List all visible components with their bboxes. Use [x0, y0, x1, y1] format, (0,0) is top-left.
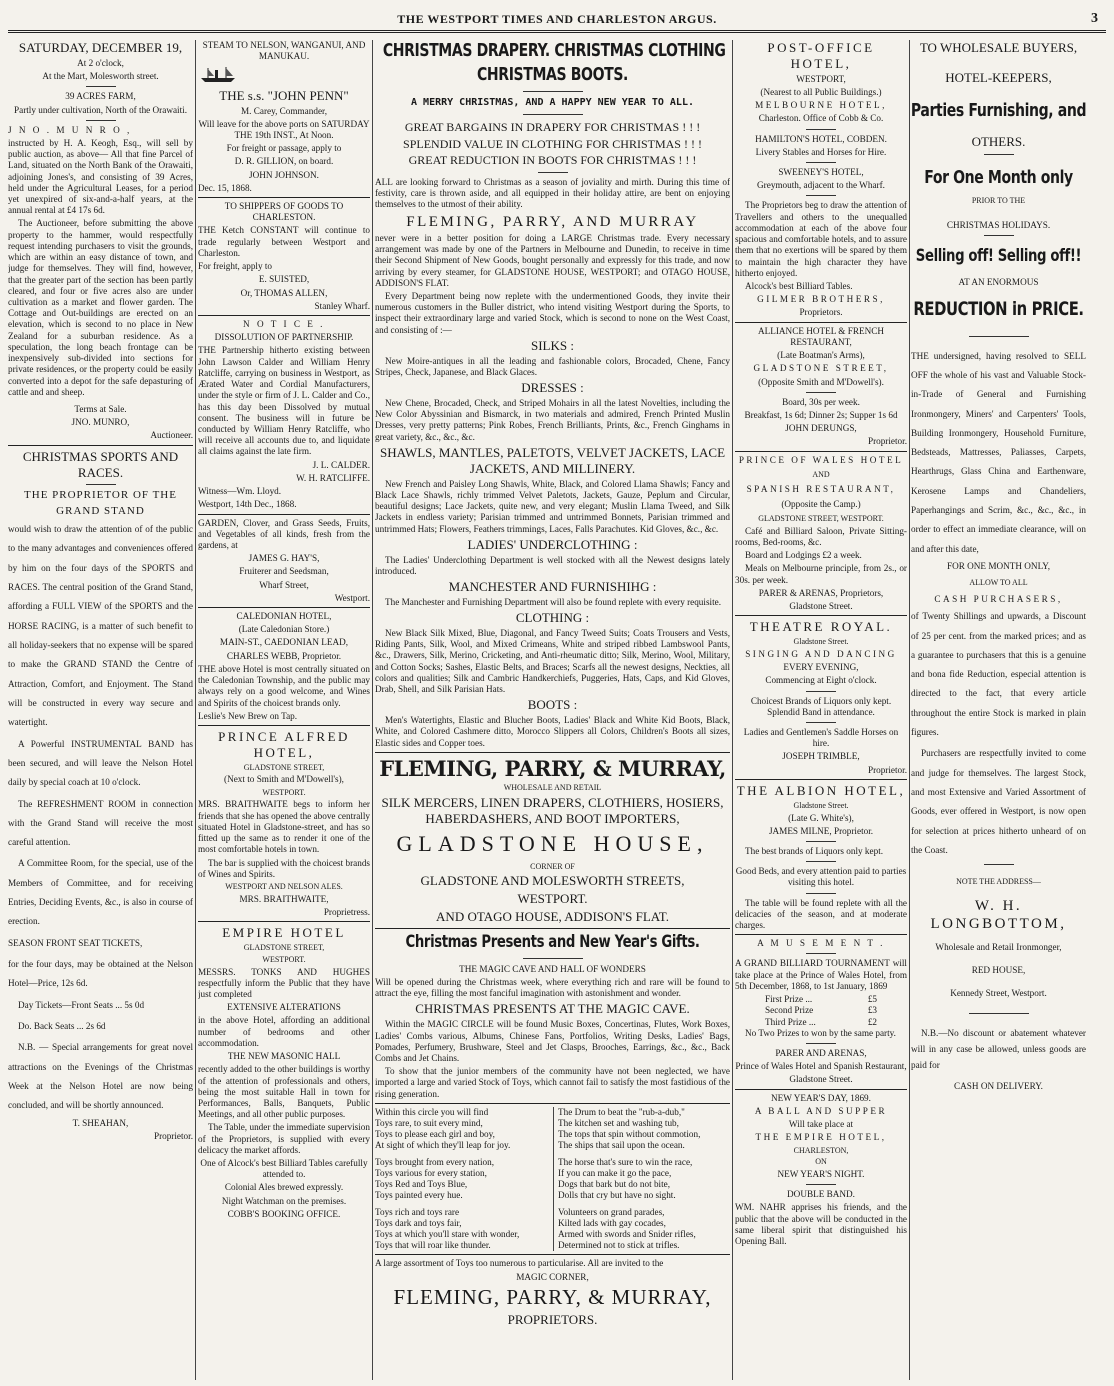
silks-title: SILKS :: [531, 337, 574, 353]
poem-line: The kitchen set and washing tub,: [558, 1118, 679, 1129]
caledonian-hotel-ad: [198, 611, 370, 722]
magic-cave: THE MAGIC CAVE AND HALL OF WONDERS: [459, 963, 646, 974]
streets: GLADSTONE AND MOLESWORTH STREETS,: [420, 873, 685, 889]
kennedy-street: Kennedy Street, Westport.: [950, 988, 1047, 999]
prize-row: [735, 1005, 907, 1016]
prize-value: £5: [867, 994, 877, 1005]
back-seats: Do. Back Seats ... 2s 6d: [18, 1020, 106, 1031]
parer-arenas-sub: Prince of Wales Hotel and Spanish Restaurant,: [735, 1061, 907, 1072]
one-month-only-2: FOR ONE MONTH ONLY,: [946, 561, 1051, 572]
poem-line: Dogs that bark but do not bite,: [558, 1179, 671, 1190]
poem-line: Dolls that cry but have no sight.: [558, 1190, 676, 1201]
notice-title: N O T I C E .: [243, 319, 325, 330]
empire-title: EMPIRE HOTEL: [222, 925, 346, 941]
drapery-ad: [375, 40, 730, 749]
poem-line: Toys dark and toys fair,: [375, 1217, 462, 1228]
bargains-boots: GREAT REDUCTION IN BOOTS FOR CHRISTMAS ! ! !: [408, 153, 697, 168]
hamilton-title: HAMILTON'S HOTEL, COBDEN.: [755, 133, 887, 144]
manchester-text: The Manchester and Furnishing Department will also be found replete with every requisite.: [385, 596, 722, 607]
wholesale-retail: WHOLESALE AND RETAIL: [503, 783, 602, 793]
masthead: [0, 0, 1114, 40]
cash-on-delivery: CASH ON DELIVERY.: [954, 1081, 1043, 1092]
empire-street: GLADSTONE STREET,: [243, 943, 325, 953]
steamship-icon: [198, 64, 238, 84]
underclothing-title: LADIES' UNDERCLOTHING :: [467, 536, 638, 552]
column-4: [735, 40, 907, 1380]
every-evening: EVERY EVENING,: [783, 662, 859, 673]
proprietors-label: PROPRIETORS.: [507, 1312, 598, 1328]
steam-title: STEAM TO NELSON, WANGANUI, AND MANUKAU.: [202, 40, 366, 62]
longbottom-nb: N.B.—No discount or abatement whatever will in any case be allowed, unless goods are paid for: [911, 1028, 1086, 1070]
gifts-headline: Christmas Presents and New Year's Gifts.: [405, 932, 700, 953]
alfred-ales: WESTPORT AND NELSON ALES.: [225, 881, 343, 891]
bargains-clothing: SPLENDID VALUE IN CLOTHING FOR CHRISTMAS ! ! !: [403, 136, 702, 151]
lot-title: 39 ACRES FARM,: [65, 91, 136, 102]
amusement-title: A M U S E M E N T .: [757, 938, 885, 949]
alfred-bar: The bar is supplied with the choicest brands of Wines and Spirits.: [198, 857, 370, 879]
dissolution-date: Westport, 14th Dec., 1868.: [198, 499, 297, 510]
billiard-tournament: A GRAND BILLIARD TOURNAMENT will take place at the Prince of Wales Hotel, from 5th December, 1868, to 1st January, 1869: [735, 958, 907, 991]
firm-name: FLEMING, PARRY, AND MURRAY: [406, 213, 699, 230]
column-2: [198, 40, 370, 1380]
hamilton-sub: Livery Stables and Horses for Hire.: [755, 146, 887, 157]
trimble-name: JOSEPH TRIMBLE,: [782, 751, 860, 762]
double-band: DOUBLE BAND.: [787, 1189, 855, 1200]
amusement-ad: [735, 938, 907, 1085]
dresses-title: DRESSES :: [521, 380, 584, 396]
toys-end: A large assortment of Toys too numerous to particularise. All are invited to the: [375, 1258, 664, 1269]
empire-alterations: EXTENSIVE ALTERATIONS: [227, 1002, 341, 1013]
theatre-liquors: Choicest Brands of Liquors only kept. Splendid Band in attendance.: [750, 695, 892, 717]
shippers-ad: [198, 201, 370, 312]
pow-cafe: Café and Billiard Saloon, Private Sitting-rooms, Bed-rooms, &c.: [735, 525, 907, 547]
ship-freight: For freight or passage, apply to: [226, 143, 342, 154]
alfred-text: MRS. BRAITHWAITE begs to inform her friends that she has opened the above centrally situated Hotel in Gladstone-street, and has so fitted up the same as to render it one of the most comfortable hotels in town.: [198, 799, 370, 855]
poem-line: If you can make it go the pace,: [558, 1167, 672, 1178]
poem-line: Toys various for every station,: [375, 1167, 487, 1178]
headline-boots: CHRISTMAS BOOTS.: [477, 63, 628, 85]
empire-text-2: in the above Hotel, affording an additional number of bedrooms and other accommodation.: [198, 1015, 370, 1048]
lot-subtitle: Partly under cultivation, North of the Orawaiti.: [14, 104, 187, 115]
page-number: 3: [1091, 11, 1098, 26]
longbottom-ad: [911, 40, 1086, 1092]
gilmer-brothers: GILMER BROTHERS,: [757, 294, 885, 305]
poem-line: Toys that will roar like thunder.: [375, 1240, 491, 1251]
post-office-hotel-ad: [735, 40, 907, 319]
melbourne-title: MELBOURNE HOTEL,: [755, 100, 887, 111]
big-firm-name: FLEMING, PARRY, & MURRAY,: [379, 755, 726, 781]
hotel-keepers: HOTEL-KEEPERS,: [945, 69, 1052, 85]
column-divider: [732, 40, 733, 1380]
headline-drapery: CHRISTMAS DRAPERY. CHRISTMAS CLOTHING: [382, 40, 726, 61]
poem-line: Volunteers on grand parades,: [558, 1206, 665, 1217]
column-1: [8, 40, 193, 1380]
alliance-sub: (Late Boatman's Arms),: [777, 350, 865, 361]
ketch-text: THE Ketch CONSTANT will continue to trade regularly between Westport and Charleston.: [198, 225, 370, 258]
corner-of: CORNER OF: [530, 861, 575, 871]
albion-title: THE ALBION HOTEL,: [736, 782, 906, 798]
masonic-title: THE NEW MASONIC HALL: [227, 1051, 341, 1062]
prize-row: [735, 994, 907, 1005]
poem-line: Within this circle you will find: [375, 1106, 489, 1117]
garden-seeds-ad: [198, 518, 370, 605]
farm-auction-ad: [8, 40, 193, 442]
poem-line: Determined not to stick at trifles.: [558, 1240, 680, 1251]
ship-text: Will leave for the above ports on SATURDAY THE 19th INST., At Noon.: [198, 118, 370, 140]
pow-and: AND: [812, 469, 830, 479]
auction-place: At the Mart, Molesworth street.: [42, 71, 159, 82]
magic-cave-ad: [375, 932, 730, 1328]
commencing: Commencing at Eight o'clock.: [765, 675, 877, 686]
dissolution-sig-1: J. L. CALDER.: [312, 459, 370, 470]
presents-text-2: To show that the junior members of the community have not been neglected, we have imported a large and varied Stock of Toys, which cannot fail to satisfy the most fastidious of the rising generation.: [375, 1066, 730, 1099]
westport-label: WESTPORT.: [517, 891, 588, 907]
gilmer-title: Proprietors.: [799, 307, 843, 318]
sweeney-sub: Greymouth, adjacent to the Wharf.: [757, 180, 885, 191]
clothing-title: CLOTHING :: [515, 610, 590, 626]
poem-line: The ships that sail upon the ocean.: [558, 1140, 685, 1151]
prize-label: Third Prize ...: [765, 1016, 816, 1027]
prior-to: PRIOR TO THE: [971, 196, 1026, 206]
prize-label: First Prize ...: [765, 994, 813, 1005]
alliance-hotel-ad: [735, 326, 907, 448]
wholesale-buyers: TO WHOLESALE BUYERS,: [919, 40, 1078, 55]
caledonian-address: MAIN-ST., CAEDONIAN LEAD,: [219, 637, 349, 648]
alliance-meals: Breakfast, 1s 6d; Dinner 2s; Supper 1s 6d: [744, 409, 898, 420]
garden-name: JAMES G. HAY'S,: [248, 553, 320, 564]
note-address: NOTE THE ADDRESS—: [956, 877, 1041, 887]
dissolution-title: DISSOLUTION OF PARTNERSHIP.: [214, 332, 354, 343]
auction-date: SATURDAY, DECEMBER 19,: [18, 40, 183, 55]
enormous-label: AT AN ENORMOUS: [958, 277, 1039, 288]
pow-meals: Meals on Melbourne principle, from 2s., or 30s. per week.: [735, 563, 907, 585]
cave-text: Will be opened during the Christmas week, where everything rich and rare will be found to attract the eye, filling the most fanciful imagination with astonishment and wonder.: [375, 976, 730, 999]
prize-value: £2: [867, 1016, 877, 1027]
newspaper-title: THE WESTPORT TIMES AND CHARLESTON ARGUS.: [397, 12, 717, 26]
empire-hotel-ad: [198, 925, 370, 1220]
alliance-board: Board, 30s per week.: [782, 396, 860, 407]
christmas-holidays: CHRISTMAS HOLIDAYS.: [946, 220, 1051, 231]
caledonian-sub: (Late Caledonian Store.): [238, 624, 330, 635]
pow-board: Board and Lodgings £2 a week.: [745, 550, 862, 561]
masonic-text: recently added to the other buildings is worthy of the attention of professionals and others, being the most suitable Hall in town for Performances, Balls, Banquets, Public Meetings, and all other public purposes.: [198, 1064, 370, 1120]
empire-text: MESSRS. TONKS AND HUGHES respectfully inform the Public that they have just completed: [198, 966, 370, 999]
longbottom-body-3: Purchasers are respectfully invited to come and judge for themselves. The largest Stock, and most Extensive and Varied Assortment of Goods, ever offered in Westport, is now open for selection at prices hitherto unheard of on the Coast.: [911, 748, 1086, 855]
stand-committee: A Committee Room, for the special, use of the Members of Committee, and for receiving Entries, Deciding Events, &c., is also in course of erection.: [8, 858, 193, 927]
garden-text: GARDEN, Clover, and Grass Seeds, Fruits, and Vegetables of all kinds, fresh from the gardens, at: [198, 517, 370, 550]
nahr-text: WM. NAHR apprises his friends, and the public that the above will be conducted in the same liberal spirit that distinguished his Opening Ball.: [735, 1202, 907, 1247]
dresses-text: New Chene, Brocaded, Check, and Striped Mohairs in all the latest Novelties, including the New Color Abyssinian and Bismarck, in two materials and admired, French Printed Muslin Dresses, very pretty patterns; Pink Robes, French Brilliants, Prints, &c., French Ginghams in great variety, &c., &c., &c.: [375, 398, 730, 442]
shawls-text: New French and Paisley Long Shawls, White, Black, and Colored Llama Shawls; Fancy and Black Lace Shawls, richly trimmed Velvet Paletots, Jackets, Gauze, Peplum and Circular, beautiful designs; Lace Jackets, quite new, and very elegant; Muslin Llama Tweed, and Silk Jackets in endless variety; Parisian trimmed and untrimmed Bonnets, Parisian trimmed and untrimmed Hats; Flowers, Feathers trimmings, Laces, Falls Parachutes. Kid Gloves, &c., &c.: [375, 478, 730, 534]
stand-signature: T. SHEAHAN,: [72, 1117, 129, 1128]
silks-text: New Moire-antiques in all the leading and fashionable colors, Brocaded, Chene, Fancy Stripes, Check, Japanese, and Black Glaces.: [375, 355, 730, 377]
ball-place: Will take place at: [788, 1119, 854, 1130]
poem-line: Kilted lads with gay cocades,: [558, 1217, 666, 1228]
magic-corner: MAGIC CORNER,: [516, 1271, 589, 1282]
stand-sig-title: Proprietor.: [153, 1130, 193, 1141]
ball-town: CHARLESTON,: [793, 1145, 849, 1155]
ball-supper: A BALL AND SUPPER: [754, 1105, 888, 1116]
new-year-ball-ad: [735, 1093, 907, 1248]
albion-table: The table will be found replete with all the delicacies of the season, and at moderate charges.: [735, 897, 907, 931]
alfred-signature: MRS. BRAITHWAITE,: [239, 893, 329, 904]
ketch-agent-2: Or, THOMAS ALLEN,: [240, 287, 328, 298]
empire-town: WESTPORT.: [262, 954, 306, 964]
alfred-next: (Next to Smith and M'Dowell's),: [224, 774, 344, 785]
shawls-title: SHAWLS, MANTLES, PALETOTS, VELVET JACKETS, LACE JACKETS, AND MILLINERY.: [379, 444, 726, 476]
column-5: [911, 40, 1086, 1380]
stand-intro: THE PROPRIETOR OF THE: [24, 489, 177, 502]
auctioneer-name: J N O . M U N R O ,: [8, 124, 132, 135]
ship-commander: M. Carey, Commander,: [240, 105, 328, 116]
dissolution-notice: [198, 319, 370, 511]
ketch-freight: For freight, apply to: [198, 261, 272, 272]
melbourne-sub: Charleston. Office of Cobb & Co.: [758, 113, 884, 124]
ball-on: ON: [815, 1157, 827, 1167]
boots-text: Men's Watertights, Elastic and Blucher Boots, Ladies' Black and White Kid Boots, Black, White, and Colored Cashmere ditto, Morocco Slippers all Colors, Children's Boots all sizes, Elastic sides and Copper toes.: [375, 715, 730, 748]
auction-text: instructed by H. A. Keogh, Esq., will sell by public auction, as above— All that fine Parcel of Land, situated on the North Bank of the Orawaiti, adjoining Jones's, and consisting of 39 Acres, held under the Agricultural Leases, for a period yet unexpired of six-and-a-half years, at the annual rental at £4 17s 6d.: [8, 137, 193, 216]
empire-watchman: Night Watchman on the premises.: [221, 1195, 347, 1206]
caledonian-proprietor: CHARLES WEBB, Proprietor.: [226, 650, 342, 661]
parer-arenas-2: PARER AND ARENAS,: [775, 1048, 867, 1058]
alliance-title: ALLIANCE HOTEL & FRENCH RESTAURANT,: [758, 325, 884, 347]
poem-line: Toys rare, to suit every mind,: [375, 1118, 483, 1129]
presents-text: Within the MAGIC CIRCLE will be found Music Boxes, Concertinas, Flutes, Work Boxes, Ladies' Combs various, Albums, Chinese Fans, Portfolios, Writing Desks, Ladies' Bags, Pomades, Perfumery, Brushware, Steel and Jet Clasps, Brooches, Earrings, &c., &c., Back Combs and Jet Chains.: [375, 1019, 730, 1063]
prince-alfred-ad: [198, 729, 370, 918]
albion-hotel-ad: [735, 783, 907, 931]
parer-arenas-street: Gladstone Street.: [789, 1074, 853, 1085]
prize-value: £3: [867, 1005, 877, 1016]
final-firm-name: FLEMING, PARRY, & MURRAY,: [393, 1284, 712, 1309]
garden-address: Wharf Street,: [259, 579, 309, 590]
auctioneer-title: Auctioneer.: [150, 430, 193, 441]
column-divider: [909, 40, 910, 1380]
one-month-only: For One Month only: [924, 166, 1073, 188]
presents-title: CHRISTMAS PRESENTS AT THE MAGIC CAVE.: [415, 1001, 690, 1017]
auction-terms: Terms at Sale.: [74, 403, 127, 414]
firm-text-2: Every Department being now replete with the undermentioned Goods, they invite their numerous customers in the Buller district, who intend visiting Westport during the Sports, to inspect their extraordinary large and varied Stock, which is second to none on the West Coast, and consisting of :—: [375, 291, 730, 335]
ketch-agent-wharf: Stanley Wharf.: [314, 300, 370, 311]
prize-list: [735, 994, 907, 1028]
clothing-text: New Black Silk Mixed, Blue, Diagonal, and Fancy Tweed Suits; Coats Trousers and Vests, Riding Pants, Silk, Wool, and Mixed Crimeans, White and striped ribbed Lambswool Pants, &c., Drawers, Silk, Merino, Cricketing, and Anti-rheumatic ditto; Silk, Merino, Wool, Military, and Cotton Socks; Sashes, Elastic Belts, and Braces; Scarfs all the newest designs, Neckties, all colors and qualities; Silk and Cambric Handkerchiefs, Puggeries, Hats, Caps, and Kid Gloves, Drab, Shell, and Silk Parisian Hats.: [375, 627, 730, 695]
auction-time: At 2 o'clock,: [77, 57, 124, 68]
poem-line: The horse that's sure to win the race,: [558, 1156, 693, 1167]
column-divider: [195, 40, 196, 1380]
theatre-street: Gladstone Street.: [793, 637, 849, 647]
selling-off: Selling off! Selling off!!: [915, 246, 1082, 267]
otago-house: AND OTAGO HOUSE, ADDISON'S FLAT.: [436, 909, 669, 925]
sweeney-title: SWEENEY'S HOTEL,: [778, 167, 864, 178]
singing-dancing: SINGING AND DANCING: [745, 648, 897, 659]
garden-town: Westport.: [334, 592, 370, 603]
albion-late: (Late G. White's),: [788, 812, 854, 823]
poem-line: Armed with swords and Snider rifles,: [558, 1229, 696, 1239]
longbottom-name: W. H. LONGBOTTOM,: [930, 898, 1067, 933]
caledonian-brew: Leslie's New Brew on Tap.: [198, 710, 298, 721]
gladstone-house-ad: [375, 756, 730, 925]
alcock-tables: Alcock's best Billiard Tables.: [745, 281, 853, 291]
albion-beds: Good Beds, and every attention paid to parties visiting this hotel.: [735, 866, 907, 888]
gladstone-house: GLADSTONE HOUSE,: [396, 830, 709, 856]
alfred-sig-title: Proprietress.: [323, 906, 370, 917]
toys-poem: [375, 1107, 730, 1252]
derungs-name: JOHN DERUNGS,: [785, 423, 857, 434]
day-tickets: Day Tickets—Front Seats ... 5s 0d: [18, 999, 145, 1010]
pow-spanish: SPANISH RESTAURANT,: [746, 483, 896, 494]
alliance-street: GLADSTONE STREET,: [753, 363, 889, 374]
pow-title: PRINCE OF WALES HOTEL: [738, 454, 904, 465]
po-title: POST-OFFICE HOTEL,: [767, 40, 875, 71]
no-two-prizes: No Two Prizes to won by the same party.: [745, 1027, 896, 1038]
poem-line: The Drum to beat the "rub-a-dub,": [558, 1106, 685, 1117]
theatre-title: THEATRE ROYAL.: [749, 619, 893, 635]
stand-name: GRAND STAND: [56, 504, 145, 517]
manchester-title: MANCHESTER AND FURNISHIHG :: [448, 579, 657, 595]
stand-body: would wish to draw the attention of of the public to the many advantages and conveniences offered by him on the four days of the SPORTS and RACES. The central position of the Grand Stand, affording a FULL VIEW of the SPORTS and the HORSE RACING, is a matter of such benefit to all holiday-seekers that no expense will be spared to make the GRAND STAND the Centre of Attraction, Comfort, and Enjoyment. The Stand will be constructed in every way secure and watertight.: [8, 524, 193, 728]
derungs-title: Proprietor.: [867, 436, 907, 447]
masthead-rule: [8, 30, 1106, 33]
ship-date: Dec. 15, 1868.: [198, 182, 252, 193]
dissolution-sig-2: W. H. RATCLIFFE.: [296, 472, 370, 483]
auction-body: The Auctioneer, before submitting the above property to the hammer, would respectfully request intending purchasers to visit the grounds, which are within an easy distance of town, and judge for themselves. They will find, however, that the greater part of the section has been partly cleared, and four or five acres also are under cultivation as a market and flower garden. The Cottage and Out-buildings are erected on an elevation, which is second to no place in New Zealand for a suburban residence. As a speculation, the long beach frontage can be inexpensively sub-divided into sections for private residences, or the property could be easily converted into a depot for the safe depasturing of cattle and and sheep.: [8, 218, 193, 397]
parer-street: Gladstone Street.: [789, 601, 853, 612]
garden-trade: Fruiterer and Seedsman,: [239, 566, 329, 577]
new-years-day: NEW YEAR'S DAY, 1869.: [771, 1092, 871, 1103]
trimble-title: Proprietor.: [867, 764, 907, 775]
stand-refreshment: The REFRESHMENT ROOM in connection with the Grand Stand will receive the most careful attention.: [8, 798, 193, 848]
poem-left: [375, 1107, 547, 1252]
longbottom-body-2: of Twenty Shillings and upwards, a Discount of 25 per cent. from the marked prices; and as a guarantee to purchasers that this is a genuine and bona fide Reduction, especial attention is directed to the fact, that every article throughout the entire Stock is marked in plain figures.: [911, 611, 1086, 738]
boots-title: BOOTS :: [527, 697, 578, 713]
prize-row: [735, 1017, 907, 1028]
firm-text: never were in a better position for doing a LARGE Christmas trade. Every necessary arrangement was made by one of the Partners in Melbourne and Dunedin, to receive in time their Second Shipment of New Goods, bought personally and expressly for this trade, and now arriving by every steamer, for GLADSTONE HOUSE, WESTPORT; and OTAGO HOUSE, ADDISON'S FLAT.: [375, 232, 730, 288]
pow-address: GLADSTONE STREET, WESTPORT.: [758, 514, 884, 524]
empire-table: The Table, under the immediate supervision of the Proprietors, is supplied with every delicacy the market affords.: [198, 1122, 370, 1155]
po-town: WESTPORT,: [796, 73, 846, 84]
poem-line: Toys to please each girl and boy,: [375, 1129, 495, 1140]
auctioneer-signature: JNO. MUNRO,: [71, 417, 130, 428]
poem-line: Toys at which you'll stare with wonder,: [375, 1229, 520, 1239]
underclothing-text: The Ladies' Underclothing Department is well stocked with all the Newest designs lately introduced.: [375, 554, 730, 576]
cobb-office: COBB'S BOOKING OFFICE.: [227, 1208, 341, 1219]
red-house: RED HOUSE,: [971, 964, 1026, 975]
allow-to-all: ALLOW TO ALL: [969, 578, 1028, 588]
poem-line: The tops that spin without commotion,: [558, 1129, 701, 1140]
merry-christmas: A MERRY CHRISTMAS, AND A HAPPY NEW YEAR TO ALL.: [411, 96, 694, 108]
bargains-drapery: GREAT BARGAINS IN DRAPERY FOR CHRISTMAS ! ! !: [404, 120, 701, 135]
ship-agent-2: JOHN JOHNSON.: [249, 169, 319, 180]
column-divider: [372, 40, 373, 1380]
ball-night: NEW YEAR'S NIGHT.: [777, 1169, 865, 1180]
alfred-street: GLADSTONE STREET,: [243, 762, 325, 772]
drapery-intro: ALL are looking forward to Christmas as a season of joviality and mirth. During this time of festivity, care is thrown aside, and all equipped in their holiday attire, are bent on enjoying themselves to the utmost of their ability.: [375, 176, 730, 210]
alfred-town: WESTPORT.: [262, 787, 306, 797]
prize-label: Second Prize: [765, 1005, 814, 1016]
column-3: [375, 40, 730, 1380]
albion-proprietor: JAMES MILNE, Proprietor.: [768, 825, 874, 836]
ship-name: THE s.s. "JOHN PENN": [219, 87, 349, 103]
parer-arenas: PARER & ARENAS, Proprietors,: [758, 587, 884, 598]
caledonian-title: CALEDONIAN HOTEL,: [236, 611, 332, 622]
ship-agent-1: D. R. GILLION, on board.: [234, 156, 334, 167]
steam-nelson-ad: [198, 40, 370, 194]
theatre-royal-ad: [735, 619, 907, 776]
hotels-text: The Proprietors beg to draw the attention of Travellers and others to the unequalled accommodation at each of the above four spacious and comfortable hotels, and to assure them that no exertions will be spared by them to maintain the high character they have hitherto enjoyed.: [735, 200, 907, 278]
tickets-text: for the four days, may be obtained at the Nelson Hotel—Price, 12s 6d.: [8, 959, 193, 989]
pow-opposite: (Opposite the Camp.): [781, 498, 861, 509]
cash-purchasers: CASH PURCHASERS,: [934, 593, 1063, 604]
parties-furnishing: Parties Furnishing, and: [911, 99, 1086, 121]
races-title: CHRISTMAS SPORTS AND RACES.: [22, 448, 179, 480]
stand-band: A Powerful INSTRUMENTAL BAND has been secured, and will leave the Nelson Hotel daily by special coach at 10 o'clock.: [8, 738, 193, 788]
po-sub: (Nearest to all Public Buildings.): [760, 86, 882, 97]
firm-trades: SILK MERCERS, LINEN DRAPERS, CLOTHIERS, HOSIERS, HABERDASHERS, AND BOOT IMPORTERS,: [381, 795, 724, 827]
empire-ales: Colonial Ales brewed expressly.: [224, 1182, 344, 1193]
saddle-horses: Ladies and Gentlemen's Saddle Horses on hire.: [743, 727, 899, 749]
grand-stand-ad: [8, 449, 193, 1142]
albion-street: Gladstone Street.: [793, 800, 849, 810]
longbottom-body: THE undersigned, having resolved to SELL OFF the whole of his vast and Valuable Stock-in-Trade of General and Furnishing Ironmongery, Miners' and Carpenters' Tools, Building Ironmongery, Household Furniture, Bedsteads, Mattresses, Paliasses, Carpets, Hearthrugs, Glass China and Earthenware, Kerosene Lamps and Chandeliers, Paperhangings and Scrim, &c., &c., &c., in order to effect an immediate clearance, will on and after this date,: [911, 350, 1086, 554]
poem-line: Toys painted every hue.: [375, 1190, 463, 1201]
poem-right: [553, 1107, 730, 1252]
poem-line: Toys rich and toys rare: [375, 1206, 460, 1217]
prince-of-wales-ad: [735, 455, 907, 613]
others-label: OTHERS.: [971, 133, 1026, 149]
ketch-agent-1: E. SUISTED,: [258, 274, 310, 285]
shippers-title: TO SHIPPERS OF GOODS TO CHARLESTON.: [224, 201, 344, 223]
longbottom-trade: Wholesale and Retail Ironmonger,: [935, 941, 1062, 952]
poem-line: Toys brought from every nation,: [375, 1156, 495, 1167]
empire-billiard: One of Alcock's best Billiard Tables carefully attended to.: [200, 1158, 368, 1180]
reduction-price: REDUCTION in PRICE.: [913, 298, 1084, 321]
poem-line: Toys Red and Toys Blue,: [375, 1179, 468, 1190]
alliance-opposite: (Opposite Smith and M'Dowell's).: [758, 376, 884, 387]
albion-liquors: The best brands of Liquors only kept.: [745, 845, 884, 856]
tickets-title: SEASON FRONT SEAT TICKETS,: [8, 937, 143, 948]
stand-nb: N.B. — Special arrangements for great novel attractions on the Evenings of the Christmas Week at the Nelson Hotel are now being concluded, and will be shortly announced.: [8, 1042, 193, 1111]
caledonian-text: THE above Hotel is most centrally situated on the Caledonian Township, and the public may always rely on a good welcome, and Wines and Spirits of the choicest brands only.: [198, 663, 370, 708]
alfred-title: PRINCE ALFRED HOTEL,: [218, 729, 350, 760]
poem-line: At sight of which they'll leap for joy.: [375, 1140, 511, 1151]
dissolution-witness: Witness—Wm. Lloyd.: [198, 486, 282, 497]
dissolution-text: THE Partnership hitherto existing between John Lawson Calder and William Henry Ratcliffe, carrying on business in Westport, as Ærated Water and Cordial Manufacturers, under the style or firm of J. L. Calder and Co., has this day been Dissolved by mutual consent. The business will in future be conducted by William Henry Ratcliffe, who will receive all accounts due to, and liquidate all claims against the late firm.: [198, 345, 370, 457]
ball-hotel: THE EMPIRE HOTEL,: [755, 1132, 887, 1143]
